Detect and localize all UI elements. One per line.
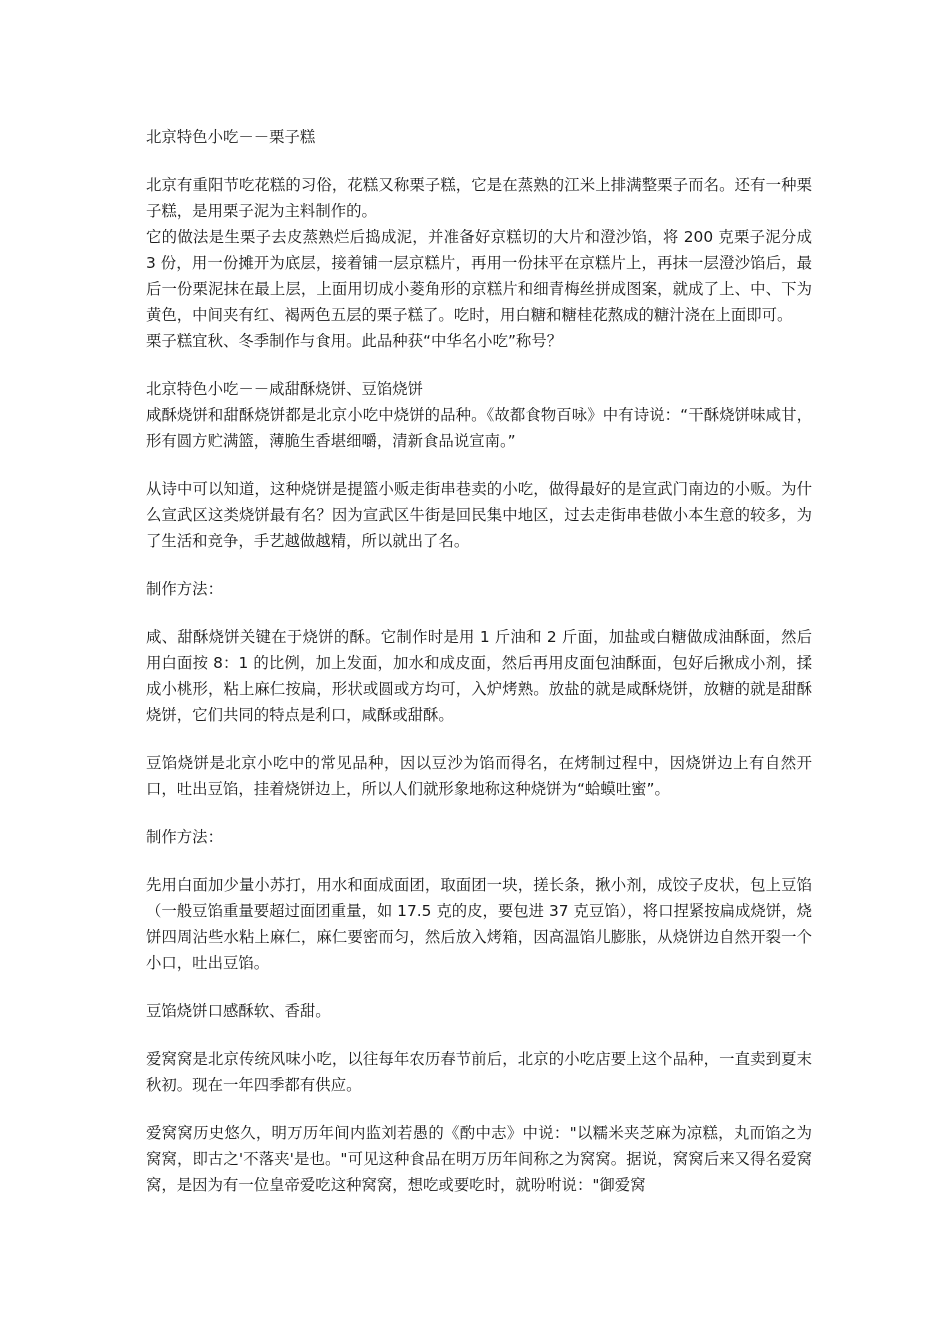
blank-line [146, 728, 812, 750]
heading-method: 制作方法： [146, 580, 223, 598]
blank-line [146, 1024, 812, 1046]
blank-line [146, 850, 812, 872]
blank-line [146, 554, 812, 576]
blank-line [146, 354, 812, 376]
paragraph: 它的做法是生栗子去皮蒸熟烂后捣成泥，并准备好京糕切的大片和澄沙馅，将 200 克栗子泥分成 3 份，用一份摊开为底层，接着铺一层京糕片，再用一份抹平在京糕片上，再抹一层澄沙馅后，最后一份栗泥抹在最上层，上面用切成小菱角形的京糕片和细青梅丝拼成图案，就成了上、中、下为黄色，中间夹有红、褐两色五层的栗子糕了。吃时，用白糖和糖桂花熬成的糖汁浇在上面即可。 [146, 228, 812, 324]
paragraph: 咸酥烧饼和甜酥烧饼都是北京小吃中烧饼的品种。《故都食物百咏》中有诗说：“干酥烧饼味咸甘，形有圆方贮满篮，薄脆生香堪细嚼，清新食品说宣南。” [146, 406, 812, 450]
document-body [146, 124, 812, 1198]
title-chestnut-cake: 北京特色小吃－－栗子糕 [146, 128, 316, 146]
paragraph: 咸、甜酥烧饼关键在于烧饼的酥。它制作时是用 1 斤油和 2 斤面，加盐或白糖做成油酥面，然后用白面按 8：1 的比例，加上发面，加水和成皮面，然后再用皮面包油酥面，包好后揪成小剂，揉成小桃形，粘上麻仁按扁，形状或圆或方均可，入炉烤熟。放盐的就是咸酥烧饼，放糖的就是甜酥烧饼，它们共同的特点是利口，咸酥或甜酥。 [146, 628, 812, 724]
blank-line [146, 454, 812, 476]
paragraph: 北京有重阳节吃花糕的习俗，花糕又称栗子糕，它是在蒸熟的江米上排满整栗子而名。还有一种栗子糕，是用栗子泥为主料制作的。 [146, 176, 812, 220]
paragraph: 爱窝窝是北京传统风味小吃，以往每年农历春节前后，北京的小吃店要上这个品种，一直卖到夏末秋初。现在一年四季都有供应。 [146, 1050, 812, 1094]
blank-line [146, 802, 812, 824]
paragraph: 豆馅烧饼口感酥软、香甜。 [146, 1002, 331, 1020]
blank-line [146, 602, 812, 624]
blank-line [146, 976, 812, 998]
paragraph: 栗子糕宜秋、冬季制作与食用。此品种获“中华名小吃”称号？ [146, 332, 563, 350]
title-sesame-cakes: 北京特色小吃－－咸甜酥烧饼、豆馅烧饼 [146, 380, 424, 398]
blank-line [146, 1098, 812, 1120]
paragraph: 豆馅烧饼是北京小吃中的常见品种，因以豆沙为馅而得名，在烤制过程中，因烧饼边上有自然开口，吐出豆馅，挂着烧饼边上，所以人们就形象地称这种烧饼为“蛤蟆吐蜜”。 [146, 754, 812, 798]
paragraph: 爱窝窝历史悠久，明万历年间内监刘若愚的《酌中志》中说："以糯米夹芝麻为凉糕，丸而馅之为窝窝，即古之'不落夹'是也。"可见这种食品在明万历年间称之为窝窝。据说，窝窝后来又得名爱窝窝，是因为有一位皇帝爱吃这种窝窝，想吃或要吃时，就吩咐说："御爱窝 [146, 1124, 812, 1194]
heading-method: 制作方法： [146, 828, 223, 846]
paragraph: 先用白面加少量小苏打，用水和面成面团，取面团一块，搓长条，揪小剂，成饺子皮状，包上豆馅（一般豆馅重量要超过面团重量，如 17.5 克的皮，要包进 37 克豆馅），将口捏紧按扁成烧饼，烧饼四周沾些水粘上麻仁，麻仁要密而匀，然后放入烤箱，因高温馅儿膨胀，从烧饼边自然开裂一个小口，吐出豆馅。 [146, 876, 812, 972]
paragraph: 从诗中可以知道，这种烧饼是提篮小贩走街串巷卖的小吃，做得最好的是宣武门南边的小贩。为什么宣武区这类烧饼最有名？因为宣武区牛街是回民集中地区，过去走街串巷做小本生意的较多，为了生活和竞争，手艺越做越精，所以就出了名。 [146, 480, 812, 550]
blank-line [146, 150, 812, 172]
